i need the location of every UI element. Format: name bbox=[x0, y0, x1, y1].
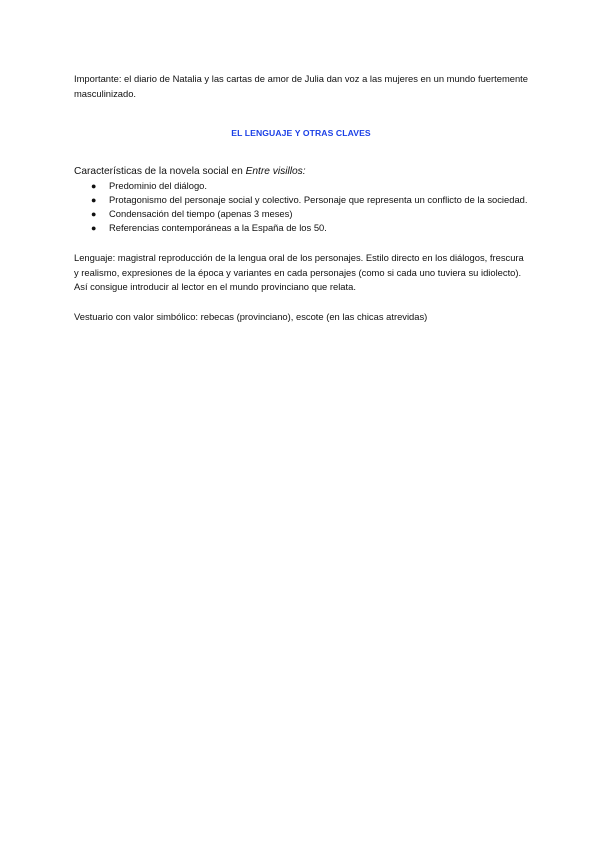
intro-prefix: Características de la novela social en bbox=[74, 166, 246, 177]
important-paragraph: Importante: el diario de Natalia y las cartas de amor de Julia dan voz a las mujeres en un mundo fuertemente masculinizado. bbox=[74, 73, 528, 99]
list-item-text: Predominio del diálogo. bbox=[109, 180, 207, 191]
characteristics-list bbox=[74, 179, 528, 235]
vestuario-paragraph: Vestuario con valor simbólico: rebecas (provinciano), escote (en las chicas atrevidas) bbox=[74, 310, 428, 322]
lenguaje-paragraph: Lenguaje: magistral reproducción de la lengua oral de los personajes. Estilo directo en los diálogos, frescura y realismo, expresiones de la época y variantes en cada personajes (como si cada uno tuviera su idiolecto). Así consigue introducir al lector en el mundo provinciano que relata. bbox=[74, 252, 524, 292]
novel-title: Entre visillos: bbox=[245, 166, 306, 177]
list-item-text: Referencias contemporáneas a la España de los 50. bbox=[109, 222, 327, 233]
section-heading: EL LENGUAJE Y OTRAS CLAVES bbox=[231, 128, 371, 138]
list-item bbox=[74, 207, 528, 221]
list-item bbox=[74, 193, 528, 207]
bullet-icon: ● bbox=[91, 209, 97, 219]
list-item-text: Condensación del tiempo (apenas 3 meses) bbox=[109, 208, 293, 219]
bullet-icon: ● bbox=[91, 195, 97, 205]
bullet-icon: ● bbox=[91, 223, 97, 233]
intro-line bbox=[74, 141, 528, 179]
bullet-icon: ● bbox=[91, 181, 97, 191]
list-item bbox=[74, 221, 528, 235]
list-item bbox=[74, 179, 528, 193]
document-body bbox=[74, 71, 528, 324]
list-item-text: Protagonismo del personaje social y colectivo. Personaje que representa un conflicto de la sociedad. bbox=[109, 194, 528, 205]
